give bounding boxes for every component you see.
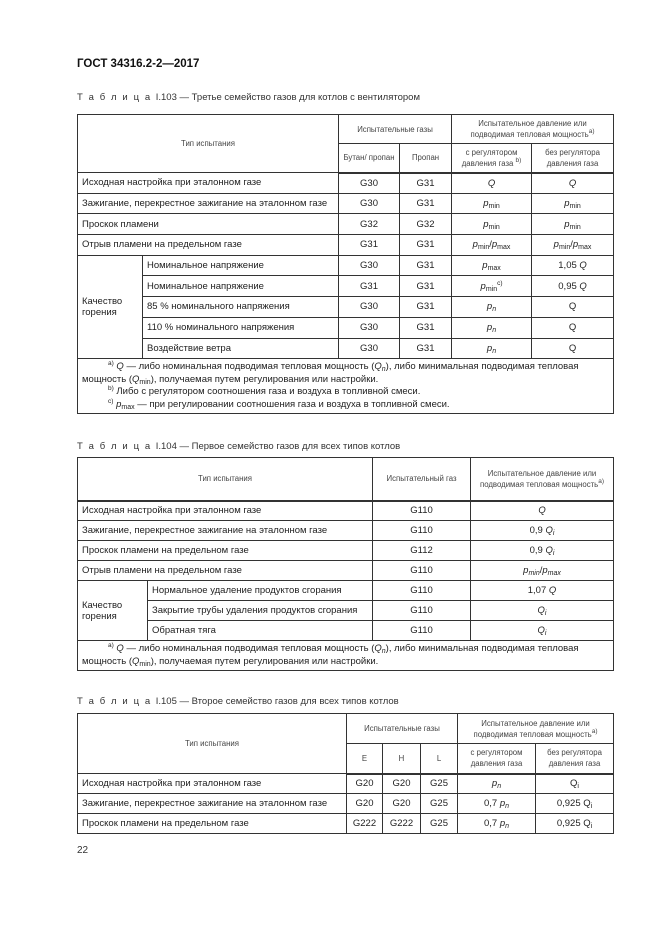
text-segment: Q [116,643,124,654]
column-header-gases: Испытательный газ [373,458,471,501]
text-segment: max [497,244,511,252]
text-segment: Q [132,373,140,385]
table-row [78,235,614,256]
gas-cell: G110 [373,501,471,521]
text-segment: min [477,244,490,252]
text-segment: — либо номинальная подводимая тепловая мощность ( [123,361,375,373]
footnotes [78,641,614,671]
text-segment: Q [538,505,546,517]
table-row [78,255,614,276]
footnote-marker: c) [497,279,503,287]
gas-cell: G30 [339,338,400,359]
gas-cell: G30 [339,317,400,338]
table-row [78,521,614,541]
caption-text: I.105 — Второе семейство газов для всех типов котлов [155,696,399,707]
text-segment: без регулятора давления газа [547,748,602,769]
text-segment: p [480,280,486,292]
table-row [78,601,614,621]
gas-cell: G110 [373,621,471,641]
text-segment: Q [116,361,124,373]
test-type-cell: 110 % номинального напряжения [143,317,339,338]
footnote-marker: b) [515,156,522,164]
header-row [78,714,614,744]
text-segment: min [558,244,571,252]
text-segment: Q [374,643,382,654]
value-cell [452,235,532,256]
text-segment: p [483,198,489,210]
table-caption [77,696,399,707]
footnote-marker: a) [108,642,114,649]
text-segment: p [499,798,506,809]
text-segment: i [552,530,555,537]
gas-cell: G25 [421,814,458,834]
column-header-pressure-sub [458,744,536,774]
test-type-cell: Проскок пламени [78,214,339,235]
text-segment: 0,925 Q [556,798,591,809]
test-type-cell: Зажигание, перекрестное зажигание на эталонном газе [78,193,339,214]
value-cell [471,581,614,601]
text-segment: ), либо минимальная подводимая тепловая мощность ( [82,361,579,385]
text-segment: n [505,803,510,810]
row-group-label: Качество горения [78,581,148,641]
value-cell [471,561,614,581]
text-segment: p [486,301,493,313]
test-type-cell: Номинальное напряжение [143,255,339,276]
text-segment: n [497,783,502,791]
gas-cell: G30 [339,297,400,318]
text-segment: / [489,239,492,251]
text-segment: i [577,783,579,791]
table-row [78,193,614,214]
table-row [78,297,614,318]
text-segment: p [553,239,559,251]
column-header-test-type: Тип испытания [78,458,373,501]
text-segment: Q [579,260,587,272]
value-cell [532,235,614,256]
text-segment: p [491,239,498,251]
text-segment: min [488,203,500,211]
gas-cell: G31 [339,235,400,256]
text-segment: Q [537,625,545,636]
text-segment: Испытательное давление или подводимая тепловая мощность [470,119,589,139]
gas-cell: G31 [400,193,452,214]
test-type-cell: Отрыв пламени на предельном газе [78,235,339,256]
gas-cell: G110 [373,601,471,621]
text-segment: ), получаемая путем регулирования или настройки. [150,655,379,667]
value-cell [452,193,532,214]
text-segment: с регулятором давления газа [470,748,523,769]
text-segment: 0,7 [483,798,500,809]
text-segment: n [381,366,386,374]
footnote-marker: a) [108,360,114,368]
table-i105 [77,713,614,834]
gas-cell: G222 [383,814,421,834]
gas-cell: G32 [339,214,400,235]
text-segment: Q [132,655,140,667]
gas-cell: G222 [347,814,383,834]
table-row [78,501,614,521]
column-header-gas: Бутан/ пропан [339,144,400,173]
text-segment: 1,05 [558,260,580,272]
value-cell [536,794,614,814]
column-header-test-type: Тип испытания [78,714,347,774]
footnote-marker: a) [588,128,595,135]
text-segment: n [492,327,497,335]
test-type-cell: Исходная настройка при эталонном газе [78,501,373,521]
text-segment: p [472,239,478,251]
text-segment: n [492,306,497,314]
table-row [78,276,614,297]
text-segment: i [544,610,547,617]
text-segment: Q [579,280,587,292]
document-header: ГОСТ 34316.2-2—2017 [77,58,200,70]
text-segment: max [487,265,501,273]
text-segment: 1,07 [527,585,549,596]
value-cell [458,794,536,814]
gas-cell: G25 [421,774,458,794]
column-header-pressure [458,714,614,744]
footnote-marker: a) [591,727,598,735]
text-segment: Q [374,361,382,373]
text-segment: max [547,570,561,577]
column-header-gas: L [421,744,458,774]
test-type-cell: Обратная тяга [148,621,373,641]
text-segment: без регулятора давления газа [545,147,600,168]
test-type-cell: Зажигание, перекрестное зажигание на эталонном газе [78,794,347,814]
text-segment: max [121,403,135,411]
gas-cell: G20 [347,774,383,794]
footnote [82,361,609,386]
text-segment: Q [568,301,577,313]
value-cell [471,521,614,541]
table-row [78,541,614,561]
gas-cell: G30 [339,193,400,214]
table-row [78,561,614,581]
value-cell [452,173,532,194]
text-segment: Q [570,778,578,790]
text-segment: min [139,378,151,386]
column-header-pressure-sub [532,144,614,173]
text-segment: p [523,565,529,576]
footnotes-row [78,359,614,414]
gas-cell: G110 [373,521,471,541]
gas-cell: G25 [421,794,458,814]
value-cell [452,276,532,297]
text-segment: Q [545,525,553,536]
text-segment: Q [537,605,545,616]
table-row [78,317,614,338]
gas-cell: G112 [373,541,471,561]
text-segment: 0,9 [529,525,546,536]
text-segment: — при регулировании соотношения газа и воздуха в топливной смеси. [134,398,450,410]
table-row [78,621,614,641]
table-row [78,794,614,814]
text-segment: min [569,223,581,231]
value-cell [471,541,614,561]
value-cell [471,501,614,521]
test-type-cell: Отрыв пламени на предельном газе [78,561,373,581]
text-segment: Испытательное давление или подводимая тепловая мощность [473,718,592,739]
text-segment: Q [487,177,496,189]
table-row [78,338,614,359]
text-segment: Q [568,177,577,189]
text-segment: n [381,648,386,655]
text-segment: 0,9 [529,545,546,556]
text-segment: n [492,347,497,355]
text-segment: min [485,285,498,293]
test-type-cell: Проскок пламени на предельном газе [78,814,347,834]
footnote [82,643,609,668]
column-header-pressure-sub [536,744,614,774]
text-segment: p [499,818,506,829]
text-segment: p [483,218,489,230]
test-type-cell: 85 % номинального напряжения [143,297,339,318]
value-cell [452,255,532,276]
value-cell [532,214,614,235]
test-type-cell: Воздействие ветра [143,338,339,359]
table-row [78,774,614,794]
text-segment: p [482,260,488,272]
value-cell [532,317,614,338]
text-segment: Q [548,585,557,596]
value-cell [458,814,536,834]
text-segment: max [578,244,592,252]
text-segment: Либо с регулятором соотношения газа и воздуха в топливной смеси. [113,386,421,398]
text-segment: Q [568,322,577,334]
text-segment: i [590,823,593,830]
value-cell [452,338,532,359]
text-segment: / [539,565,543,576]
value-cell [532,276,614,297]
text-segment: n [505,823,510,830]
text-segment: Испытательное давление или подводимая тепловая мощность [480,468,599,489]
caption-text: I.104 — Первое семейство газов для всех типов котлов [155,441,401,452]
text-segment: Q [568,342,577,354]
table-row [78,581,614,601]
text-segment: p [564,198,570,210]
table-caption [77,92,420,103]
value-cell [471,621,614,641]
table-i103 [77,114,614,414]
footnote-marker: b) [108,385,114,393]
footnote-marker: a) [598,477,605,485]
footnotes-row [78,641,614,671]
gas-cell: G31 [400,173,452,194]
gas-cell: G20 [383,774,421,794]
text-segment: min [528,570,540,577]
value-cell [458,774,536,794]
header-row [78,115,614,144]
gas-cell: G32 [400,214,452,235]
gas-cell: G31 [339,276,400,297]
text-segment: 0,925 Q [556,818,591,829]
value-cell [452,297,532,318]
caption-text: I.103 — Третье семейство газов для котлов с вентилятором [155,92,420,103]
text-segment: 0,95 [558,280,580,292]
value-cell [532,173,614,194]
value-cell [532,297,614,318]
column-header-gases: Испытательные газы [347,714,458,744]
gas-cell: G110 [373,581,471,601]
value-cell [536,774,614,794]
gas-cell: G31 [400,297,452,318]
value-cell [471,601,614,621]
value-cell [452,317,532,338]
gas-cell: G20 [347,794,383,814]
test-type-cell: Проскок пламени на предельном газе [78,541,373,561]
test-type-cell: Номинальное напряжение [143,276,339,297]
table-row [78,814,614,834]
test-type-cell: Исходная настройка при эталонном газе [78,173,339,194]
text-segment: p [116,398,122,410]
text-segment: min [139,660,151,668]
gas-cell: G31 [400,338,452,359]
caption-prefix: Т а б л и ц а [77,441,152,452]
text-segment: p [491,778,498,790]
table-row [78,173,614,194]
column-header-pressure [471,458,614,501]
text-segment: 0,7 [483,818,500,829]
text-segment: — либо номинальная подводимая тепловая мощность ( [123,643,375,654]
text-segment: p [564,218,570,230]
test-type-cell: Исходная настройка при эталонном газе [78,774,347,794]
page-number: 22 [77,845,89,856]
text-segment: p [572,239,579,251]
gas-cell: G20 [383,794,421,814]
text-segment: p [542,565,548,576]
test-type-cell: Нормальное удаление продуктов сгорания [148,581,373,601]
column-header-pressure-sub [452,144,532,173]
value-cell [452,214,532,235]
column-header-gas: H [383,744,421,774]
gas-cell: G31 [400,255,452,276]
table-caption [77,441,400,452]
value-cell [532,338,614,359]
column-header-gas: E [347,744,383,774]
column-header-gas: Пропан [400,144,452,173]
table-row [78,214,614,235]
column-header-test-type: Тип испытания [78,115,339,173]
footnote [82,399,609,412]
text-segment: i [590,803,593,810]
table-i104 [77,457,614,671]
gas-cell: G31 [400,235,452,256]
value-cell [536,814,614,834]
text-segment: min [569,203,581,211]
text-segment: ), получаемая путем регулирования или настройки. [150,373,379,385]
footnote-marker: c) [108,397,114,405]
caption-prefix: Т а б л и ц а [77,92,152,103]
header-row [78,458,614,501]
value-cell [532,255,614,276]
text-segment: i [544,630,547,637]
text-segment: p [486,322,493,334]
gas-cell: G30 [339,255,400,276]
row-group-label: Качество горения [78,255,143,358]
text-segment: min [488,223,500,231]
caption-prefix: Т а б л и ц а [77,696,152,707]
gas-cell: G110 [373,561,471,581]
text-segment: с регулятором давления газа [461,147,518,168]
text-segment: i [552,550,555,557]
test-type-cell: Зажигание, перекрестное зажигание на эталонном газе [78,521,373,541]
column-header-gases: Испытательные газы [339,115,452,144]
test-type-cell: Закрытие трубы удаления продуктов сгорания [148,601,373,621]
text-segment: p [486,342,493,354]
text-segment: ), либо минимальная подводимая тепловая мощность ( [82,643,579,667]
value-cell [532,193,614,214]
footnotes [78,359,614,414]
column-header-pressure [452,115,614,144]
gas-cell: G30 [339,173,400,194]
footnote [82,386,609,399]
gas-cell: G31 [400,276,452,297]
text-segment: / [570,239,573,251]
text-segment: Q [545,545,553,556]
gas-cell: G31 [400,317,452,338]
